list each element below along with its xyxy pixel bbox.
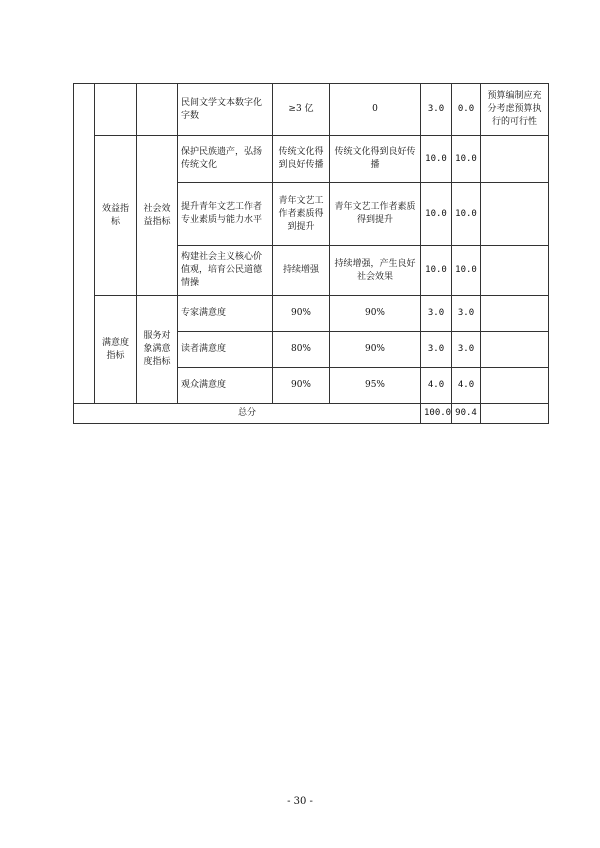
target-cell: ≥3 亿 (273, 84, 330, 136)
target-cell: 90% (273, 296, 330, 332)
level2-cell (137, 84, 178, 136)
benefit-level1-label: 效益指标 (95, 136, 137, 296)
indicator-cell: 观众满意度 (178, 368, 273, 404)
satisfaction-level2-label: 服务对象满意度指标 (137, 296, 178, 404)
target-cell: 80% (273, 332, 330, 368)
score-cell: 10.0 (452, 183, 481, 246)
indicator-cell: 专家满意度 (178, 296, 273, 332)
actual-cell: 传统文化得到良好传播 (330, 136, 421, 183)
performance-table (73, 83, 549, 424)
weight-cell: 3.0 (421, 296, 452, 332)
weight-cell: 10.0 (421, 246, 452, 296)
actual-cell: 95% (330, 368, 421, 404)
total-weight: 100.0 (421, 404, 452, 424)
score-cell: 4.0 (452, 368, 481, 404)
actual-cell: 持续增强，产生良好社会效果 (330, 246, 421, 296)
score-cell: 3.0 (452, 296, 481, 332)
page-number: - 30 - (287, 796, 313, 807)
indicator-cell: 构建社会主义核心价值观，培育公民道德情操 (178, 246, 273, 296)
actual-cell: 90% (330, 296, 421, 332)
note-cell: 预算编制应充分考虑预算执行的可行性 (481, 84, 549, 136)
actual-cell: 90% (330, 332, 421, 368)
benefit-level2-label: 社会效益指标 (137, 136, 178, 296)
note-cell (481, 136, 549, 183)
table-row (74, 136, 549, 183)
score-cell: 10.0 (452, 246, 481, 296)
note-cell (481, 183, 549, 246)
total-label: 总分 (74, 404, 421, 424)
actual-cell: 青年文艺工作者素质得到提升 (330, 183, 421, 246)
table-row (74, 296, 549, 332)
total-row (74, 404, 549, 424)
satisfaction-level1-label: 满意度指标 (95, 296, 137, 404)
weight-cell: 3.0 (421, 84, 452, 136)
note-cell (481, 368, 549, 404)
level0-cell (74, 84, 95, 404)
score-cell: 10.0 (452, 136, 481, 183)
target-cell: 90% (273, 368, 330, 404)
note-cell (481, 246, 549, 296)
indicator-cell: 提升青年文艺工作者专业素质与能力水平 (178, 183, 273, 246)
weight-cell: 4.0 (421, 368, 452, 404)
table-row (74, 84, 549, 136)
score-cell: 3.0 (452, 332, 481, 368)
weight-cell: 10.0 (421, 136, 452, 183)
total-note (481, 404, 549, 424)
weight-cell: 3.0 (421, 332, 452, 368)
target-cell: 传统文化得到良好传播 (273, 136, 330, 183)
actual-cell: 0 (330, 84, 421, 136)
indicator-cell: 保护民族遗产，弘扬传统文化 (178, 136, 273, 183)
indicator-cell: 读者满意度 (178, 332, 273, 368)
score-cell: 0.0 (452, 84, 481, 136)
weight-cell: 10.0 (421, 183, 452, 246)
target-cell: 青年文艺工作者素质得到提升 (273, 183, 330, 246)
note-cell (481, 296, 549, 332)
target-cell: 持续增强 (273, 246, 330, 296)
total-score: 90.4 (452, 404, 481, 424)
level1-cell (95, 84, 137, 136)
note-cell (481, 332, 549, 368)
indicator-cell: 民间文学文本数字化字数 (178, 84, 273, 136)
